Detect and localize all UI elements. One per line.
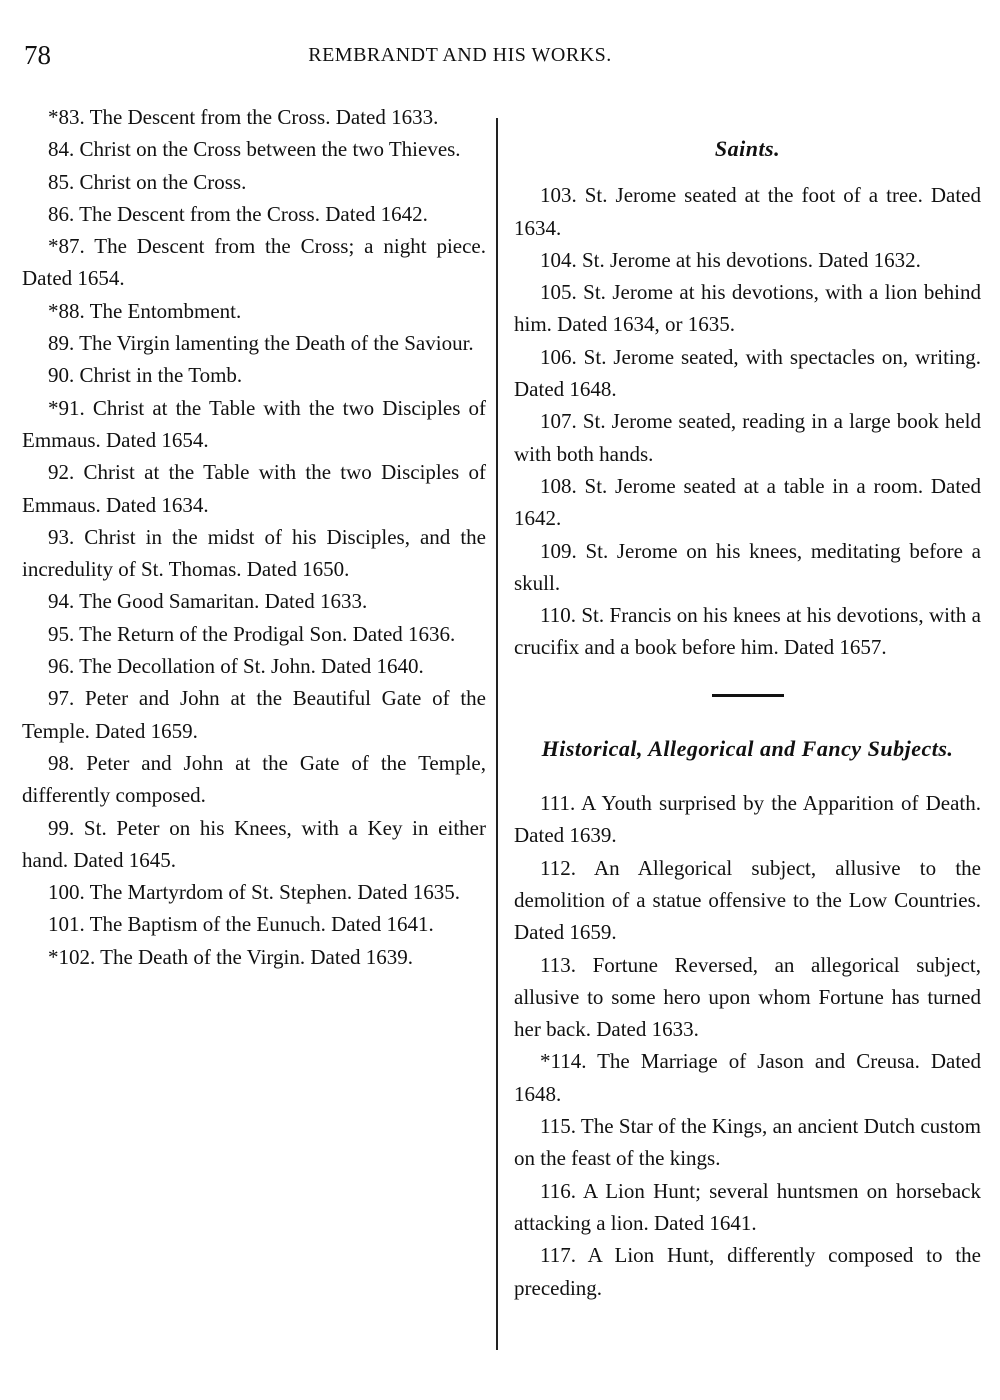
catalogue-entry: 115. The Star of the Kings, an ancient Dutch custom on the feast of the kings.	[514, 1114, 981, 1171]
saints-list	[514, 179, 981, 663]
section-heading-historical: Historical, Allegorical and Fancy Subjects.	[541, 735, 954, 761]
catalogue-entry: 101. The Baptism of the Eunuch. Dated 1641.	[48, 912, 434, 937]
section-rule	[712, 694, 784, 697]
catalogue-entry: 113. Fortune Reversed, an allegorical subject, allusive to some hero upon whom Fortune has turned her back. Dated 1633.	[514, 952, 981, 1042]
catalogue-entry: 100. The Martyrdom of St. Stephen. Dated 1635.	[48, 880, 460, 905]
catalogue-entry: *102. The Death of the Virgin. Dated 1639.	[48, 944, 414, 969]
column-divider	[496, 118, 498, 1350]
catalogue-entry: 97. Peter and John at the Beautiful Gate of the Temple. Dated 1659.	[22, 686, 486, 743]
catalogue-entry: 92. Christ at the Table with the two Disciples of Emmaus. Dated 1634.	[22, 460, 486, 517]
catalogue-entry: 93. Christ in the midst of his Disciples, and the incredulity of St. Thomas. Dated 1650.	[22, 524, 486, 582]
catalogue-entry: 94. The Good Samaritan. Dated 1633.	[48, 589, 368, 614]
left-column	[22, 101, 486, 973]
catalogue-entry: 86. The Descent from the Cross. Dated 1642.	[48, 201, 428, 226]
catalogue-entry: 116. A Lion Hunt; several huntsmen on horseback attacking a lion. Dated 1641.	[514, 1178, 981, 1235]
catalogue-entry: 109. St. Jerome on his knees, meditating before a skull.	[514, 538, 981, 595]
catalogue-entry: 98. Peter and John at the Gate of the Temple, differently composed.	[22, 750, 486, 808]
section-heading-saints: Saints.	[714, 136, 781, 161]
catalogue-entry: 95. The Return of the Prodigal Son. Dated 1636.	[48, 621, 456, 646]
catalogue-entry: 111. A Youth surprised by the Apparition of Death. Dated 1639.	[514, 791, 981, 848]
catalogue-entry: *87. The Descent from the Cross; a night piece. Dated 1654.	[22, 234, 486, 291]
catalogue-entry: 104. St. Jerome at his devotions. Dated 1632.	[540, 247, 921, 272]
historical-list	[514, 787, 981, 1304]
catalogue-entry: 107. St. Jerome seated, reading in a large book held with both hands.	[514, 409, 981, 466]
catalogue-entry: 112. An Allegorical subject, allusive to the demolition of a statue offensive to the Low Countries. Dated 1659.	[514, 855, 981, 945]
catalogue-entry: *83. The Descent from the Cross. Dated 1633.	[48, 105, 439, 129]
catalogue-entry: *114. The Marriage of Jason and Creusa. Dated 1648.	[514, 1049, 981, 1106]
catalogue-entry: 85. Christ on the Cross.	[48, 169, 247, 194]
catalogue-entry: 105. St. Jerome at his devotions, with a lion behind him. Dated 1634, or 1635.	[514, 280, 981, 337]
catalogue-entry: 103. St. Jerome seated at the foot of a tree. Dated 1634.	[514, 183, 981, 240]
catalogue-entry: 110. St. Francis on his knees at his devotions, with a crucifix and a book before him. Dated 1657.	[514, 603, 981, 660]
catalogue-entry: 106. St. Jerome seated, with spectacles on, writing. Dated 1648.	[514, 344, 981, 402]
catalogue-entry: 96. The Decollation of St. John. Dated 1640.	[48, 654, 424, 679]
running-title: REMBRANDT AND HIS WORKS.	[308, 44, 612, 66]
catalogue-entry: 117. A Lion Hunt, differently composed to the preceding.	[514, 1243, 981, 1300]
catalogue-entry: *91. Christ at the Table with the two Disciples of Emmaus. Dated 1654.	[22, 395, 486, 452]
catalogue-entry: 90. Christ in the Tomb.	[48, 363, 243, 388]
right-column	[514, 101, 981, 1304]
catalogue-entry: 84. Christ on the Cross between the two Thieves.	[48, 137, 461, 162]
catalogue-entry: 89. The Virgin lamenting the Death of the Saviour.	[48, 331, 474, 356]
page-number: 78	[24, 40, 51, 70]
catalogue-entry: 99. St. Peter on his Knees, with a Key in either hand. Dated 1645.	[22, 815, 486, 872]
catalogue-entry: 108. St. Jerome seated at a table in a room. Dated 1642.	[514, 473, 981, 531]
catalogue-entry: *88. The Entombment.	[48, 298, 242, 323]
